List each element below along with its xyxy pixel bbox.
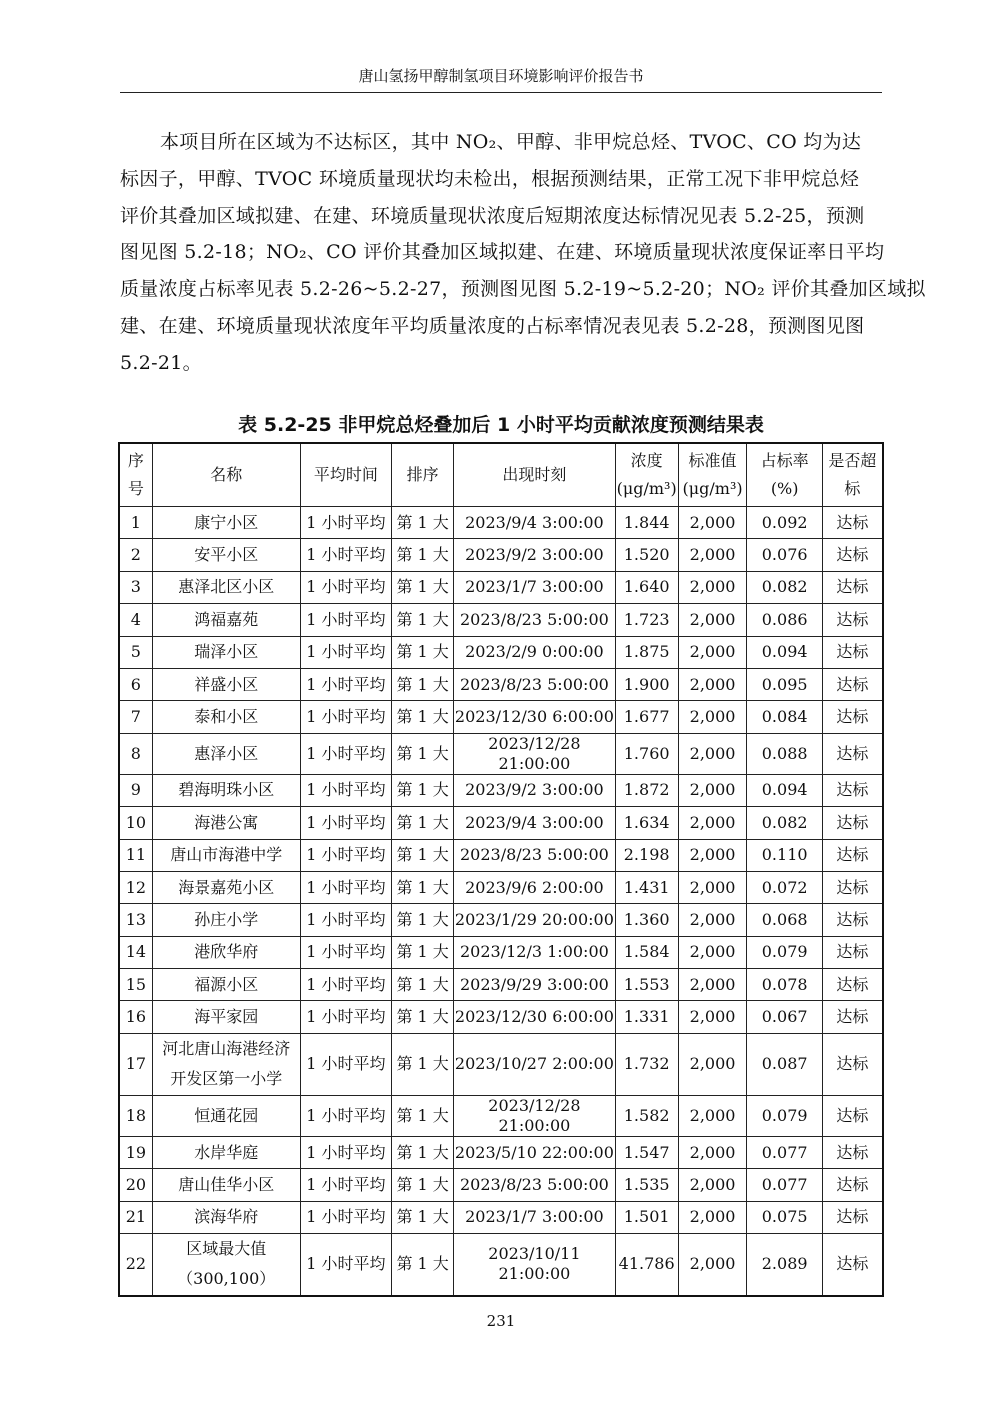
cell-name — [152, 1033, 300, 1095]
cell-index: 11 — [119, 839, 152, 871]
cell-concentration: 1.723 — [615, 604, 678, 636]
cell-standard: 2,000 — [678, 539, 747, 571]
cell-standard: 2,000 — [678, 871, 747, 903]
cell-index: 6 — [119, 668, 152, 700]
header-exceed-line: 是否超 — [828, 451, 877, 470]
cell-index: 9 — [119, 774, 152, 806]
cell-concentration: 1.553 — [615, 969, 678, 1001]
cell-concentration: 1.760 — [615, 733, 678, 774]
cell-standard: 2,000 — [678, 701, 747, 733]
cell-occurrence-time: 2023/9/4 3:00:00 — [454, 807, 616, 839]
cell-rank: 第 1 大 — [392, 1001, 454, 1033]
cell-index: 10 — [119, 807, 152, 839]
cell-rank: 第 1 大 — [392, 774, 454, 806]
header-exceed-line: 标 — [844, 479, 861, 498]
prediction-results-table — [118, 442, 884, 1297]
cell-ratio: 0.084 — [747, 701, 822, 733]
cell-standard: 2,000 — [678, 774, 747, 806]
table-row — [119, 539, 883, 571]
header-standard — [678, 443, 747, 507]
cell-concentration: 1.582 — [615, 1095, 678, 1136]
cell-rank: 第 1 大 — [392, 733, 454, 774]
cell-exceed: 达标 — [822, 636, 883, 668]
cell-index: 22 — [119, 1234, 152, 1296]
cell-name-line: 祥盛小区 — [194, 674, 259, 694]
header-rank: 排序 — [392, 443, 454, 507]
cell-exceed: 达标 — [822, 604, 883, 636]
cell-average-time: 1 小时平均 — [300, 969, 391, 1001]
cell-occurrence-time: 2023/10/11 21:00:00 — [454, 1234, 616, 1296]
cell-average-time: 1 小时平均 — [300, 701, 391, 733]
cell-standard: 2,000 — [678, 571, 747, 603]
cell-name-line: 港欣华府 — [194, 942, 259, 962]
cell-average-time: 1 小时平均 — [300, 1201, 391, 1233]
cell-average-time: 1 小时平均 — [300, 871, 391, 903]
cell-average-time: 1 小时平均 — [300, 1234, 391, 1296]
cell-rank: 第 1 大 — [392, 1033, 454, 1095]
cell-rank: 第 1 大 — [392, 807, 454, 839]
cell-ratio: 0.088 — [747, 733, 822, 774]
cell-rank: 第 1 大 — [392, 539, 454, 571]
cell-name-line: 唐山市海港中学 — [170, 845, 283, 865]
cell-rank: 第 1 大 — [392, 701, 454, 733]
cell-exceed: 达标 — [822, 969, 883, 1001]
cell-name — [152, 969, 300, 1001]
cell-occurrence-time: 2023/10/27 2:00:00 — [454, 1033, 616, 1095]
cell-occurrence-time: 2023/12/30 6:00:00 — [454, 1001, 616, 1033]
cell-concentration: 1.431 — [615, 871, 678, 903]
cell-exceed: 达标 — [822, 774, 883, 806]
cell-occurrence-time: 2023/12/28 21:00:00 — [454, 733, 616, 774]
cell-standard: 2,000 — [678, 1169, 747, 1201]
cell-rank: 第 1 大 — [392, 904, 454, 936]
cell-name-line: （300,100） — [177, 1269, 276, 1289]
cell-standard: 2,000 — [678, 636, 747, 668]
cell-ratio: 0.077 — [747, 1136, 822, 1168]
cell-occurrence-time: 2023/12/30 6:00:00 — [454, 701, 616, 733]
cell-exceed: 达标 — [822, 1201, 883, 1233]
cell-index: 18 — [119, 1095, 152, 1136]
cell-index: 20 — [119, 1169, 152, 1201]
cell-name-line: 安平小区 — [194, 545, 259, 565]
cell-average-time: 1 小时平均 — [300, 807, 391, 839]
cell-name — [152, 936, 300, 968]
cell-name-line: 水岸华庭 — [194, 1142, 259, 1162]
cell-concentration: 1.520 — [615, 539, 678, 571]
cell-concentration: 1.547 — [615, 1136, 678, 1168]
cell-ratio: 0.075 — [747, 1201, 822, 1233]
table-row — [119, 1033, 883, 1095]
cell-ratio: 2.089 — [747, 1234, 822, 1296]
cell-standard: 2,000 — [678, 604, 747, 636]
cell-ratio: 0.110 — [747, 839, 822, 871]
cell-name — [152, 807, 300, 839]
cell-concentration: 1.360 — [615, 904, 678, 936]
table-row — [119, 571, 883, 603]
paragraph-line: 5.2-21。 — [120, 351, 202, 374]
cell-exceed: 达标 — [822, 539, 883, 571]
cell-name-line: 海平家园 — [194, 1007, 259, 1027]
table-row — [119, 839, 883, 871]
cell-exceed: 达标 — [822, 668, 883, 700]
cell-standard: 2,000 — [678, 807, 747, 839]
table-row — [119, 936, 883, 968]
table-header-row — [119, 443, 883, 507]
cell-name — [152, 1136, 300, 1168]
cell-average-time: 1 小时平均 — [300, 733, 391, 774]
cell-standard: 2,000 — [678, 1201, 747, 1233]
cell-average-time: 1 小时平均 — [300, 839, 391, 871]
cell-standard: 2,000 — [678, 507, 747, 539]
cell-average-time: 1 小时平均 — [300, 1001, 391, 1033]
cell-exceed: 达标 — [822, 1001, 883, 1033]
cell-average-time: 1 小时平均 — [300, 668, 391, 700]
cell-name — [152, 636, 300, 668]
cell-rank: 第 1 大 — [392, 507, 454, 539]
cell-rank: 第 1 大 — [392, 668, 454, 700]
cell-average-time: 1 小时平均 — [300, 774, 391, 806]
cell-name — [152, 1095, 300, 1136]
cell-rank: 第 1 大 — [392, 1234, 454, 1296]
cell-ratio: 0.078 — [747, 969, 822, 1001]
cell-standard: 2,000 — [678, 904, 747, 936]
cell-index: 16 — [119, 1001, 152, 1033]
cell-index: 17 — [119, 1033, 152, 1095]
cell-exceed: 达标 — [822, 936, 883, 968]
header-index-line: 号 — [127, 479, 144, 498]
cell-occurrence-time: 2023/9/2 3:00:00 — [454, 539, 616, 571]
cell-index: 7 — [119, 701, 152, 733]
cell-name — [152, 1001, 300, 1033]
cell-rank: 第 1 大 — [392, 604, 454, 636]
cell-name-line: 唐山佳华小区 — [178, 1174, 275, 1194]
cell-ratio: 0.068 — [747, 904, 822, 936]
paragraph-line: 质量浓度占标率见表 5.2-26~5.2-27，预测图见图 5.2-19~5.2-20；NO₂ 评价其叠加区域拟 — [120, 278, 926, 301]
cell-occurrence-time: 2023/8/23 5:00:00 — [454, 604, 616, 636]
header-average-time: 平均时间 — [300, 443, 391, 507]
cell-concentration: 1.634 — [615, 807, 678, 839]
cell-index: 5 — [119, 636, 152, 668]
table-row — [119, 604, 883, 636]
cell-name-line: 泰和小区 — [194, 707, 259, 727]
cell-ratio: 0.087 — [747, 1033, 822, 1095]
cell-average-time: 1 小时平均 — [300, 636, 391, 668]
cell-standard: 2,000 — [678, 733, 747, 774]
cell-name — [152, 1169, 300, 1201]
cell-ratio: 0.094 — [747, 636, 822, 668]
cell-standard: 2,000 — [678, 1095, 747, 1136]
cell-index: 21 — [119, 1201, 152, 1233]
header-index — [119, 443, 152, 507]
cell-occurrence-time: 2023/12/28 21:00:00 — [454, 1095, 616, 1136]
table-row — [119, 1169, 883, 1201]
cell-exceed: 达标 — [822, 701, 883, 733]
cell-average-time: 1 小时平均 — [300, 604, 391, 636]
header-exceed — [822, 443, 883, 507]
header-ratio-line: (%) — [770, 479, 799, 498]
header-ratio-line: 占标率 — [760, 451, 809, 470]
table-row — [119, 668, 883, 700]
cell-index: 14 — [119, 936, 152, 968]
cell-index: 3 — [119, 571, 152, 603]
table-row — [119, 904, 883, 936]
cell-name — [152, 774, 300, 806]
header-ratio — [747, 443, 822, 507]
paragraph-line: 标因子，甲醇、TVOC 环境质量现状均未检出，根据预测结果，正常工况下非甲烷总烃 — [120, 167, 860, 190]
cell-exceed: 达标 — [822, 904, 883, 936]
cell-ratio: 0.072 — [747, 871, 822, 903]
cell-exceed: 达标 — [822, 1033, 883, 1095]
cell-average-time: 1 小时平均 — [300, 1095, 391, 1136]
cell-ratio: 0.082 — [747, 807, 822, 839]
cell-index: 8 — [119, 733, 152, 774]
cell-index: 13 — [119, 904, 152, 936]
cell-concentration: 1.331 — [615, 1001, 678, 1033]
cell-rank: 第 1 大 — [392, 1136, 454, 1168]
cell-concentration: 1.535 — [615, 1169, 678, 1201]
cell-exceed: 达标 — [822, 807, 883, 839]
cell-standard: 2,000 — [678, 1033, 747, 1095]
cell-occurrence-time: 2023/9/4 3:00:00 — [454, 507, 616, 539]
table-row — [119, 807, 883, 839]
table-row — [119, 1234, 883, 1296]
header-occurrence-time: 出现时刻 — [454, 443, 616, 507]
cell-rank: 第 1 大 — [392, 936, 454, 968]
cell-name-line: 区域最大值 — [186, 1239, 267, 1259]
cell-name-line: 开发区第一小学 — [170, 1069, 283, 1089]
cell-name-line: 惠泽北区小区 — [178, 577, 275, 597]
cell-name — [152, 571, 300, 603]
cell-standard: 2,000 — [678, 839, 747, 871]
cell-rank: 第 1 大 — [392, 1201, 454, 1233]
cell-name-line: 河北唐山海港经济 — [162, 1039, 291, 1059]
cell-exceed: 达标 — [822, 871, 883, 903]
table-row — [119, 1001, 883, 1033]
cell-index: 1 — [119, 507, 152, 539]
table-row — [119, 701, 883, 733]
cell-name-line: 恒通花园 — [194, 1105, 259, 1125]
table-row — [119, 733, 883, 774]
cell-ratio: 0.086 — [747, 604, 822, 636]
header-concentration-line: (μg/m³) — [616, 479, 677, 498]
cell-ratio: 0.076 — [747, 539, 822, 571]
cell-index: 2 — [119, 539, 152, 571]
cell-name-line: 海港公寓 — [194, 812, 259, 832]
cell-average-time: 1 小时平均 — [300, 571, 391, 603]
cell-exceed: 达标 — [822, 1095, 883, 1136]
cell-index: 12 — [119, 871, 152, 903]
cell-index: 15 — [119, 969, 152, 1001]
cell-exceed: 达标 — [822, 1234, 883, 1296]
cell-name-line: 鸿福嘉苑 — [194, 609, 259, 629]
report-title: 唐山氢扬甲醇制氢项目环境影响评价报告书 — [358, 67, 644, 85]
paragraph-line: 图见图 5.2-18；NO₂、CO 评价其叠加区域拟建、在建、环境质量现状浓度保证率日平均 — [120, 241, 885, 264]
paragraph-line: 评价其叠加区域拟建、在建、环境质量现状浓度后短期浓度达标情况见表 5.2-25，预测 — [120, 204, 865, 227]
cell-occurrence-time: 2023/1/7 3:00:00 — [454, 571, 616, 603]
body-paragraph — [120, 124, 926, 382]
cell-exceed: 达标 — [822, 1169, 883, 1201]
cell-average-time: 1 小时平均 — [300, 539, 391, 571]
cell-name-line: 福源小区 — [194, 974, 259, 994]
cell-concentration: 1.677 — [615, 701, 678, 733]
cell-name — [152, 539, 300, 571]
table-row — [119, 507, 883, 539]
cell-rank: 第 1 大 — [392, 969, 454, 1001]
cell-exceed: 达标 — [822, 839, 883, 871]
cell-ratio: 0.079 — [747, 1095, 822, 1136]
cell-index: 19 — [119, 1136, 152, 1168]
cell-rank: 第 1 大 — [392, 571, 454, 603]
table-row — [119, 636, 883, 668]
table-row — [119, 1136, 883, 1168]
cell-standard: 2,000 — [678, 1136, 747, 1168]
header-index-line: 序 — [127, 451, 144, 470]
cell-name-line: 海景嘉苑小区 — [178, 877, 275, 897]
cell-name-line: 孙庄小学 — [194, 909, 259, 929]
cell-name — [152, 1201, 300, 1233]
cell-ratio: 0.067 — [747, 1001, 822, 1033]
cell-standard: 2,000 — [678, 969, 747, 1001]
cell-average-time: 1 小时平均 — [300, 904, 391, 936]
cell-standard: 2,000 — [678, 936, 747, 968]
cell-rank: 第 1 大 — [392, 1169, 454, 1201]
table-row — [119, 1095, 883, 1136]
cell-concentration: 2.198 — [615, 839, 678, 871]
paragraph-line: 建、在建、环境质量现状浓度年平均质量浓度的占标率情况表见表 5.2-28，预测图见图 — [120, 314, 865, 337]
table-body — [119, 507, 883, 1296]
cell-concentration: 1.875 — [615, 636, 678, 668]
cell-name-line: 惠泽小区 — [194, 743, 259, 763]
cell-exceed: 达标 — [822, 1136, 883, 1168]
cell-standard: 2,000 — [678, 668, 747, 700]
cell-name-line: 康宁小区 — [194, 512, 259, 532]
cell-concentration: 1.844 — [615, 507, 678, 539]
cell-name-line: 碧海明珠小区 — [178, 780, 275, 800]
table-row — [119, 871, 883, 903]
header-concentration — [615, 443, 678, 507]
page-header — [120, 62, 882, 93]
cell-average-time: 1 小时平均 — [300, 936, 391, 968]
cell-rank: 第 1 大 — [392, 636, 454, 668]
cell-concentration: 1.872 — [615, 774, 678, 806]
cell-occurrence-time: 2023/9/29 3:00:00 — [454, 969, 616, 1001]
cell-name — [152, 668, 300, 700]
cell-name — [152, 733, 300, 774]
cell-ratio: 0.094 — [747, 774, 822, 806]
cell-rank: 第 1 大 — [392, 839, 454, 871]
cell-concentration: 1.900 — [615, 668, 678, 700]
cell-occurrence-time: 2023/5/10 22:00:00 — [454, 1136, 616, 1168]
cell-rank: 第 1 大 — [392, 871, 454, 903]
cell-occurrence-time: 2023/9/6 2:00:00 — [454, 871, 616, 903]
cell-average-time: 1 小时平均 — [300, 1169, 391, 1201]
cell-ratio: 0.079 — [747, 936, 822, 968]
cell-concentration: 1.640 — [615, 571, 678, 603]
cell-occurrence-time: 2023/1/7 3:00:00 — [454, 1201, 616, 1233]
paragraph-line: 本项目所在区域为不达标区，其中 NO₂、甲醇、非甲烷总烃、TVOC、CO 均为达 — [160, 131, 862, 153]
cell-exceed: 达标 — [822, 571, 883, 603]
cell-occurrence-time: 2023/8/23 5:00:00 — [454, 668, 616, 700]
cell-standard: 2,000 — [678, 1001, 747, 1033]
cell-name — [152, 1234, 300, 1296]
cell-name — [152, 839, 300, 871]
cell-average-time: 1 小时平均 — [300, 1136, 391, 1168]
cell-occurrence-time: 2023/8/23 5:00:00 — [454, 839, 616, 871]
cell-name — [152, 904, 300, 936]
cell-name — [152, 507, 300, 539]
header-standard-line: 标准值 — [688, 451, 737, 470]
cell-occurrence-time: 2023/9/2 3:00:00 — [454, 774, 616, 806]
cell-occurrence-time: 2023/12/3 1:00:00 — [454, 936, 616, 968]
cell-name — [152, 871, 300, 903]
cell-concentration: 1.584 — [615, 936, 678, 968]
table-caption: 表 5.2-25 非甲烷总烃叠加后 1 小时平均贡献浓度预测结果表 — [238, 414, 764, 436]
table-row — [119, 1201, 883, 1233]
cell-name — [152, 701, 300, 733]
cell-average-time: 1 小时平均 — [300, 507, 391, 539]
cell-name-line: 滨海华府 — [194, 1207, 259, 1227]
cell-name — [152, 604, 300, 636]
cell-ratio: 0.082 — [747, 571, 822, 603]
header-standard-line: (μg/m³) — [682, 479, 743, 498]
cell-occurrence-time: 2023/2/9 0:00:00 — [454, 636, 616, 668]
cell-exceed: 达标 — [822, 507, 883, 539]
cell-rank: 第 1 大 — [392, 1095, 454, 1136]
header-concentration-line: 浓度 — [630, 451, 663, 470]
cell-ratio: 0.095 — [747, 668, 822, 700]
header-name: 名称 — [152, 443, 300, 507]
cell-concentration: 1.732 — [615, 1033, 678, 1095]
cell-ratio: 0.092 — [747, 507, 822, 539]
cell-standard: 2,000 — [678, 1234, 747, 1296]
table-row — [119, 774, 883, 806]
cell-concentration: 1.501 — [615, 1201, 678, 1233]
cell-occurrence-time: 2023/1/29 20:00:00 — [454, 904, 616, 936]
page-number: 231 — [486, 1312, 516, 1330]
cell-occurrence-time: 2023/8/23 5:00:00 — [454, 1169, 616, 1201]
cell-concentration: 41.786 — [615, 1234, 678, 1296]
cell-ratio: 0.077 — [747, 1169, 822, 1201]
cell-index: 4 — [119, 604, 152, 636]
cell-average-time: 1 小时平均 — [300, 1033, 391, 1095]
cell-name-line: 瑞泽小区 — [194, 642, 259, 662]
table-row — [119, 969, 883, 1001]
cell-exceed: 达标 — [822, 733, 883, 774]
